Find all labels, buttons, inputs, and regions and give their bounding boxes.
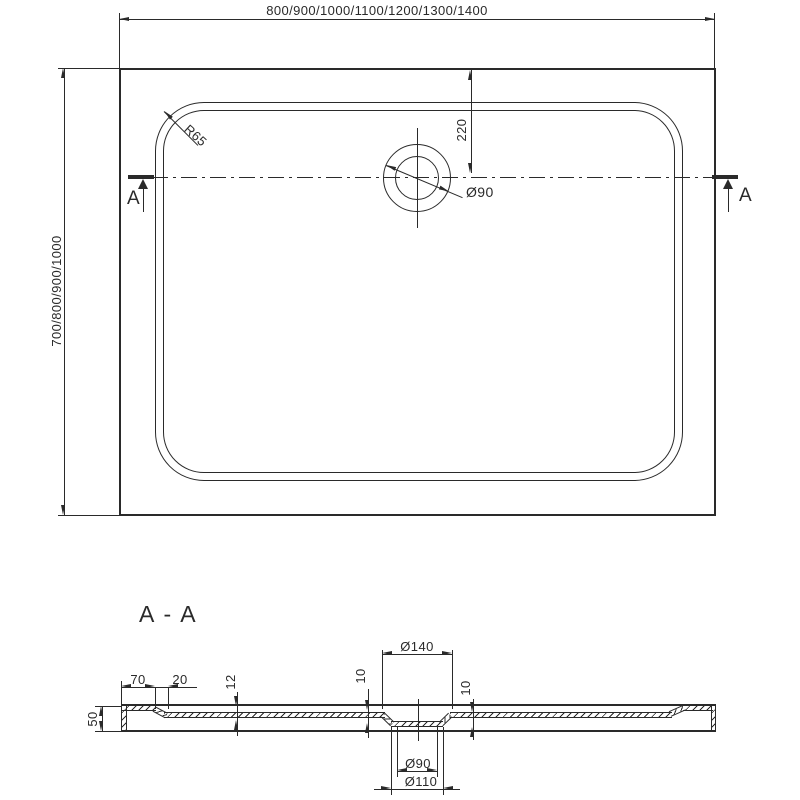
floor-right — [450, 712, 672, 718]
depth-12-label: 12 — [222, 674, 238, 690]
arrowhead — [442, 651, 452, 655]
dim-line-offset — [471, 70, 472, 173]
arrowhead — [382, 651, 392, 655]
arrowhead — [381, 786, 391, 790]
step-20-label: 20 — [172, 672, 188, 687]
arrowhead — [61, 68, 65, 78]
ext-line — [58, 68, 119, 69]
arrowhead — [468, 163, 472, 173]
section-title: A - A — [139, 601, 198, 627]
drain-axis-line — [418, 699, 419, 741]
arrowhead — [119, 17, 129, 21]
section-arrow-left — [138, 179, 148, 189]
right-rim-section — [683, 705, 713, 711]
ext-line — [443, 727, 444, 795]
arrowhead — [145, 684, 155, 688]
arrowhead — [61, 505, 65, 515]
drain-dia-label: Ø90 — [466, 184, 494, 200]
rim-70-label: 70 — [130, 672, 146, 687]
ext-line — [382, 650, 383, 709]
dia-90-label: Ø90 — [405, 756, 431, 771]
ext-line — [714, 13, 715, 68]
section-arrow-right — [723, 179, 733, 189]
dim-line-width — [119, 19, 715, 20]
ext-line — [437, 727, 438, 777]
ext-line — [155, 687, 156, 709]
left-rim-section — [122, 705, 156, 711]
arrowhead — [443, 786, 453, 790]
ext-line — [119, 13, 120, 68]
recess-10-left-label: 10 — [352, 668, 368, 684]
arrowhead — [365, 700, 369, 710]
dia-140-label: Ø140 — [400, 639, 434, 654]
height-dim-label: 700/800/900/1000 — [48, 235, 64, 347]
recess-10-right-label: 10 — [457, 680, 473, 696]
rim-ramp-right — [669, 705, 686, 717]
arrowhead — [468, 70, 472, 80]
height-50-label: 50 — [84, 711, 100, 727]
arrowhead — [705, 17, 715, 21]
ext-line — [168, 687, 169, 709]
floor-left — [164, 712, 385, 718]
arrowhead — [470, 727, 474, 737]
arrowhead — [365, 723, 369, 733]
ext-line — [58, 515, 119, 516]
corner-radius-label: R65 — [181, 121, 211, 149]
ext-line — [391, 727, 392, 795]
drain-offset-label: 220 — [453, 118, 469, 142]
width-dim-label: 800/900/1000/1100/1200/1300/1400 — [266, 3, 488, 18]
section-marker-left-label: A — [127, 188, 141, 209]
dia-110-label: Ø110 — [404, 774, 438, 789]
ext-line — [452, 650, 453, 709]
section-marker-right-label: A — [739, 185, 753, 206]
arrowhead — [234, 720, 238, 730]
